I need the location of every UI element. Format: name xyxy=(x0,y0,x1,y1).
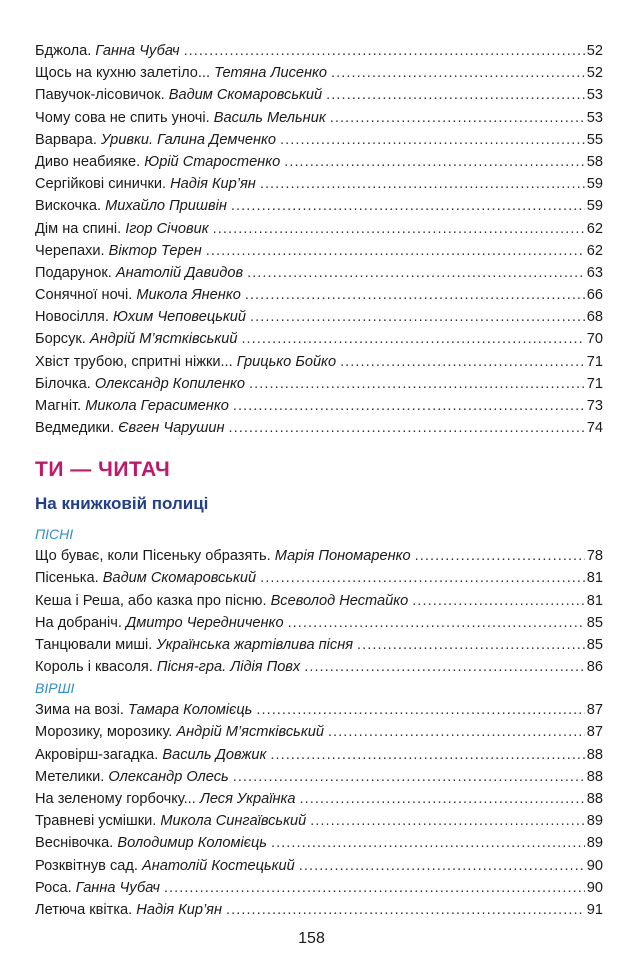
dot-leader xyxy=(184,40,585,62)
entry-author: Вадим Скомаровський xyxy=(168,87,323,104)
entry-page-number: 58 xyxy=(586,153,603,170)
dot-leader xyxy=(270,744,584,766)
entry-page-number: 91 xyxy=(586,901,603,918)
toc-entry xyxy=(35,218,603,240)
entry-page-number: 81 xyxy=(586,592,603,609)
dot-leader xyxy=(284,151,585,173)
entry-author: Анатолій Костецький xyxy=(142,857,295,874)
entry-author: Микола Яненко xyxy=(136,287,241,304)
entry-author: Микола Герасименко xyxy=(85,398,229,414)
entry-page-number: 59 xyxy=(586,176,603,193)
entry-page-number: 73 xyxy=(586,398,603,414)
entry-page-number: 53 xyxy=(586,109,603,126)
dot-leader xyxy=(233,395,585,417)
entry-page-number: 85 xyxy=(586,614,603,631)
dot-leader xyxy=(213,218,585,240)
toc-entry xyxy=(35,417,603,439)
entry-title: Танцювали миші. xyxy=(35,636,157,653)
toc-entry xyxy=(35,107,603,129)
toc-entry-text xyxy=(35,417,225,439)
entry-title: Новосілля. xyxy=(35,309,113,326)
entry-title: Король і квасоля. xyxy=(35,659,157,676)
entry-title: Вискочка. xyxy=(35,198,106,215)
entry-page-number: 74 xyxy=(586,420,603,437)
entry-title: Що буває, коли Пісеньку образять. xyxy=(35,548,275,565)
dot-leader xyxy=(288,612,585,634)
toc-entry xyxy=(35,877,603,899)
entry-author: Всеволод Нестайко xyxy=(270,592,409,609)
entry-author: Ганна Чубач xyxy=(75,879,160,896)
toc-list-songs xyxy=(35,523,603,678)
entry-author: Тетяна Лисенко xyxy=(214,65,328,82)
entry-title: Чому сова не спить уночі. xyxy=(35,109,214,126)
entry-author: Андрій М’ястківський xyxy=(89,331,238,348)
entry-page-number: 78 xyxy=(586,548,603,565)
entry-title: Дім на спині. xyxy=(35,220,126,237)
toc-entry xyxy=(35,284,603,306)
toc-entry xyxy=(35,545,603,567)
dot-leader xyxy=(233,766,585,788)
entry-title: Диво неабияке. xyxy=(35,153,145,170)
toc-entry-text xyxy=(35,699,252,721)
entry-page-number: 52 xyxy=(586,65,603,82)
toc-entry-text xyxy=(35,107,326,129)
entry-title: Сергійкові синички. xyxy=(35,176,171,193)
entry-page-number: 70 xyxy=(586,331,603,348)
entry-page-number: 62 xyxy=(586,242,603,259)
entry-author: Надія Кир’ян xyxy=(170,176,256,193)
toc-entry xyxy=(35,699,603,721)
toc-entry xyxy=(35,351,603,373)
toc-entry-text xyxy=(35,612,284,634)
toc-entry-text xyxy=(35,721,324,743)
dot-leader xyxy=(206,240,585,262)
toc-entry-text xyxy=(35,395,229,417)
toc-entry-text xyxy=(35,218,209,240)
entry-author: Володимир Коломієць xyxy=(117,835,267,852)
toc-entry-text xyxy=(35,173,256,195)
entry-page-number: 59 xyxy=(586,198,603,215)
toc-entry-text xyxy=(35,877,160,899)
toc-entry xyxy=(35,373,603,395)
entry-page-number: 71 xyxy=(586,353,603,370)
toc-list-poems xyxy=(35,677,603,921)
entry-author: Юхим Чеповецький xyxy=(112,309,246,326)
toc-entry xyxy=(35,656,603,678)
entry-title: На добраніч. xyxy=(35,614,126,631)
dot-leader xyxy=(280,129,585,151)
toc-entry xyxy=(35,766,603,788)
toc-entry xyxy=(35,634,603,656)
entry-page-number: 55 xyxy=(586,131,603,148)
section-title: ТИ — ЧИТАЧ xyxy=(35,458,171,481)
toc-entry xyxy=(35,395,603,417)
entry-page-number: 85 xyxy=(586,636,603,653)
entry-title: Летюча квітка. xyxy=(35,901,137,918)
toc-list-top xyxy=(35,40,603,439)
toc-entry xyxy=(35,832,603,854)
entry-title: Черепахи. xyxy=(35,242,109,259)
toc-entry xyxy=(35,788,603,810)
entry-title: Травневі усмішки. xyxy=(35,813,161,830)
toc-entry-text xyxy=(35,40,180,62)
entry-page-number: 71 xyxy=(586,375,603,392)
toc-entry-text xyxy=(35,328,237,350)
toc-entry-text xyxy=(35,545,411,567)
entry-page-number: 68 xyxy=(586,309,603,326)
dot-leader xyxy=(328,721,585,743)
dot-leader xyxy=(260,567,585,589)
entry-title: Щось на кухню залетіло... xyxy=(35,65,215,82)
entry-page-number: 89 xyxy=(586,813,603,830)
toc-entry xyxy=(35,84,603,106)
dot-leader xyxy=(300,788,585,810)
subsection-title: На книжковій полиці xyxy=(35,494,209,513)
toc-entry xyxy=(35,62,603,84)
dot-leader xyxy=(245,284,585,306)
entry-title: Роса. xyxy=(35,879,76,896)
entry-title: Сонячної ночі. xyxy=(35,287,137,304)
toc-entry xyxy=(35,151,603,173)
entry-title: Магніт. xyxy=(35,398,86,414)
toc-entry xyxy=(35,262,603,284)
entry-page-number: 63 xyxy=(586,264,603,281)
toc-entry-text xyxy=(35,195,227,217)
entry-title: Пісенька. xyxy=(35,570,103,587)
toc-entry xyxy=(35,328,603,350)
toc-entry-text xyxy=(35,262,243,284)
toc-entry xyxy=(35,612,603,634)
toc-entry-text xyxy=(35,832,267,854)
entry-author: Уривки. Галина Демченко xyxy=(101,131,277,148)
entry-page-number: 87 xyxy=(586,702,603,719)
entry-author: Василь Довжик xyxy=(162,746,267,763)
dot-leader xyxy=(164,877,585,899)
entry-author: Дмитро Чередниченко xyxy=(125,614,284,631)
entry-title: Подарунок. xyxy=(35,264,116,281)
dot-leader xyxy=(326,84,585,106)
entry-author: Анатолій Давидов xyxy=(115,264,244,281)
entry-title: Бджола. xyxy=(35,43,96,59)
dot-leader xyxy=(357,634,585,656)
toc-entry-text xyxy=(35,129,276,151)
entry-page-number: 88 xyxy=(586,790,603,807)
toc-entry-text xyxy=(35,306,246,328)
toc-entry-text xyxy=(35,656,300,678)
entry-page-number: 86 xyxy=(586,659,603,676)
dot-leader xyxy=(304,656,585,678)
toc-entry-text xyxy=(35,590,408,612)
toc-entry-text xyxy=(35,899,222,921)
entry-author: Юрій Старостенко xyxy=(144,153,281,170)
toc-entry-text xyxy=(35,373,245,395)
toc-entry-text xyxy=(35,855,295,877)
entry-author: Вадим Скомаровський xyxy=(102,570,257,587)
toc-entry-text xyxy=(35,634,353,656)
dot-leader xyxy=(249,373,585,395)
entry-author: Пісня-гра. Лідія Повх xyxy=(156,659,301,676)
entry-author: Надія Кир’ян xyxy=(136,901,223,918)
entry-page-number: 81 xyxy=(586,570,603,587)
entry-title: На зеленому горбочку... xyxy=(35,790,200,807)
entry-author: Українська жартівлива пісня xyxy=(156,636,354,653)
entry-page-number: 52 xyxy=(586,43,603,59)
dot-leader xyxy=(247,262,585,284)
dot-leader xyxy=(260,173,585,195)
dot-leader xyxy=(310,810,585,832)
entry-author: Тамара Коломієць xyxy=(128,702,253,719)
dot-leader xyxy=(340,351,585,373)
toc-entry xyxy=(35,855,603,877)
entry-title: Морозику, морозику. xyxy=(35,724,177,741)
entry-title: Зима на возі. xyxy=(35,702,128,719)
toc-entry xyxy=(35,567,603,589)
toc-entry xyxy=(35,810,603,832)
toc-entry xyxy=(35,129,603,151)
entry-title: Варвара. xyxy=(35,131,102,148)
dot-leader xyxy=(299,855,585,877)
dot-leader xyxy=(415,545,585,567)
toc-entry xyxy=(35,744,603,766)
entry-title: Акровірш-загадка. xyxy=(35,746,163,763)
dot-leader xyxy=(226,899,585,921)
toc-entry xyxy=(35,40,603,62)
entry-author: Андрій М’ястківський xyxy=(176,724,324,741)
dot-leader xyxy=(330,107,585,129)
entry-title: Метелики. xyxy=(35,768,109,785)
entry-author: Василь Мельник xyxy=(213,109,326,126)
toc-entry xyxy=(35,590,603,612)
entry-title: Павучок-лісовичок. xyxy=(35,87,169,104)
dot-leader xyxy=(412,590,584,612)
page-number: 158 xyxy=(298,930,325,947)
toc-entry xyxy=(35,306,603,328)
toc-entry-text xyxy=(35,810,306,832)
toc-entry xyxy=(35,173,603,195)
entry-author: Олександр Олесь xyxy=(108,768,229,785)
entry-page-number: 88 xyxy=(586,768,603,785)
toc-entry-text xyxy=(35,151,280,173)
entry-author: Ганна Чубач xyxy=(95,43,180,59)
dot-leader xyxy=(256,699,584,721)
entry-author: Євген Чарушин xyxy=(118,420,225,437)
entry-author: Михайло Пришвін xyxy=(105,198,227,215)
entry-page-number: 90 xyxy=(586,879,603,896)
entry-title: Хвіст трубою, спритні ніжки... xyxy=(35,353,237,370)
entry-page-number: 88 xyxy=(586,746,603,763)
entry-author: Марія Пономаренко xyxy=(274,548,411,565)
entry-author: Грицько Бойко xyxy=(236,353,337,370)
toc-entry-text xyxy=(35,567,256,589)
dot-leader xyxy=(271,832,585,854)
toc-entry-text xyxy=(35,240,202,262)
entry-title: Борсук. xyxy=(35,331,90,348)
toc-entry xyxy=(35,899,603,921)
entry-author: Ігор Січовик xyxy=(125,220,209,237)
entry-title: Білочка. xyxy=(35,375,95,392)
dot-leader xyxy=(241,328,584,350)
toc-entry-text xyxy=(35,84,322,106)
entry-author: Леся Українка xyxy=(199,790,296,807)
entry-page-number: 87 xyxy=(586,724,603,741)
genre-label-songs: ПІСНІ xyxy=(35,526,74,542)
entry-page-number: 62 xyxy=(586,220,603,237)
entry-page-number: 90 xyxy=(586,857,603,874)
entry-page-number: 53 xyxy=(586,87,603,104)
toc-entry xyxy=(35,721,603,743)
entry-author: Микола Сингаївський xyxy=(160,813,307,830)
genre-label-poems: ВІРШІ xyxy=(35,680,75,696)
entry-title: Розквітнув сад. xyxy=(35,857,143,874)
dot-leader xyxy=(250,306,585,328)
entry-page-number: 89 xyxy=(586,835,603,852)
entry-title: Веснівочка. xyxy=(35,835,118,852)
toc-entry-text xyxy=(35,788,296,810)
dot-leader xyxy=(331,62,585,84)
toc-entry-text xyxy=(35,744,266,766)
entry-page-number: 66 xyxy=(586,287,603,304)
toc-entry-text xyxy=(35,284,241,306)
toc-entry-text xyxy=(35,62,327,84)
toc-entry-text xyxy=(35,351,336,373)
entry-title: Ведмедики. xyxy=(35,420,119,437)
dot-leader xyxy=(229,417,585,439)
toc-entry xyxy=(35,240,603,262)
dot-leader xyxy=(231,195,585,217)
entry-title: Кеша і Реша, або казка про пісню. xyxy=(35,592,271,609)
entry-author: Олександр Копиленко xyxy=(94,375,246,392)
toc-entry xyxy=(35,195,603,217)
entry-author: Віктор Терен xyxy=(108,242,202,259)
toc-entry-text xyxy=(35,766,229,788)
